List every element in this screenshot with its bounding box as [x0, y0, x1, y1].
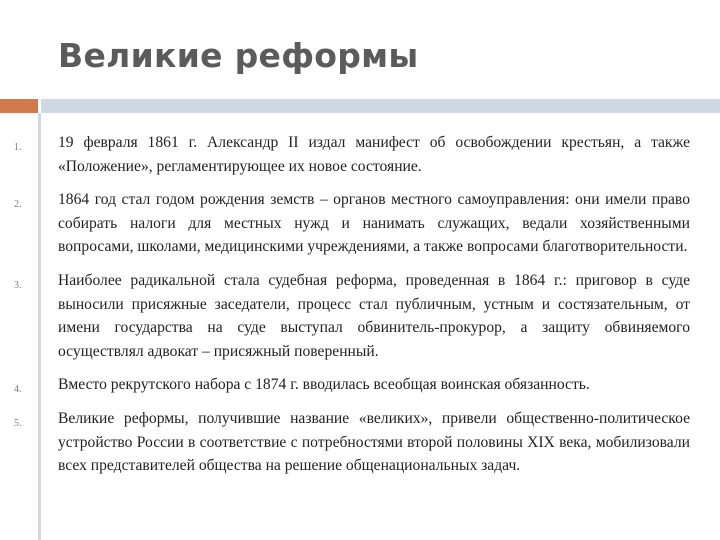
title-divider — [41, 99, 720, 113]
item-text: 19 февраля 1861 г. Александр II издал манифест об освобождении крестьян, а также «Положение», регламентирующее их новое состояние. — [58, 134, 690, 175]
item-number: 3. — [14, 279, 22, 291]
item-number: 2. — [14, 199, 22, 211]
item-text: Великие реформы, получившие название «великих», привели общественно-политическое устройство России в соответствие с потребностями второй половины XIX века, мобилизовали всех представителей общества на решение общенациональных задач. — [58, 409, 690, 475]
reform-list — [0, 131, 720, 488]
list-item — [0, 131, 720, 178]
item-number: 1. — [14, 142, 22, 153]
item-text: Наиболее радикальной стала судебная реформа, проведенная в 1864 г.: приговор в суде выносили присяжные заседатели, процесс стал публичным, устным и состязательным, от имени государства на суде выступал обвинитель-прокурор, а защиту обвиняемого осуществлял адвокат – присяжный поверенный. — [58, 271, 690, 360]
item-text: Вместо рекрутского набора с 1874 г. вводилась всеобщая воинская обязанность. — [58, 376, 590, 394]
list-item — [0, 407, 720, 478]
item-number: 5. — [14, 417, 22, 429]
slide-title: Великие реформы — [58, 36, 419, 75]
title-divider-accent — [0, 99, 38, 113]
list-item — [0, 188, 720, 259]
list-item — [0, 269, 720, 363]
item-text: 1864 год стал годом рождения земств – органов местного самоуправления: они имели право собирать налоги для местных нужд и нанимать служащих, ведали хозяйственными вопросами, школами, медицинскими учреждениями, а также вопросами благотворительности. — [58, 191, 690, 256]
list-item — [0, 373, 720, 397]
item-number: 4. — [14, 384, 22, 396]
